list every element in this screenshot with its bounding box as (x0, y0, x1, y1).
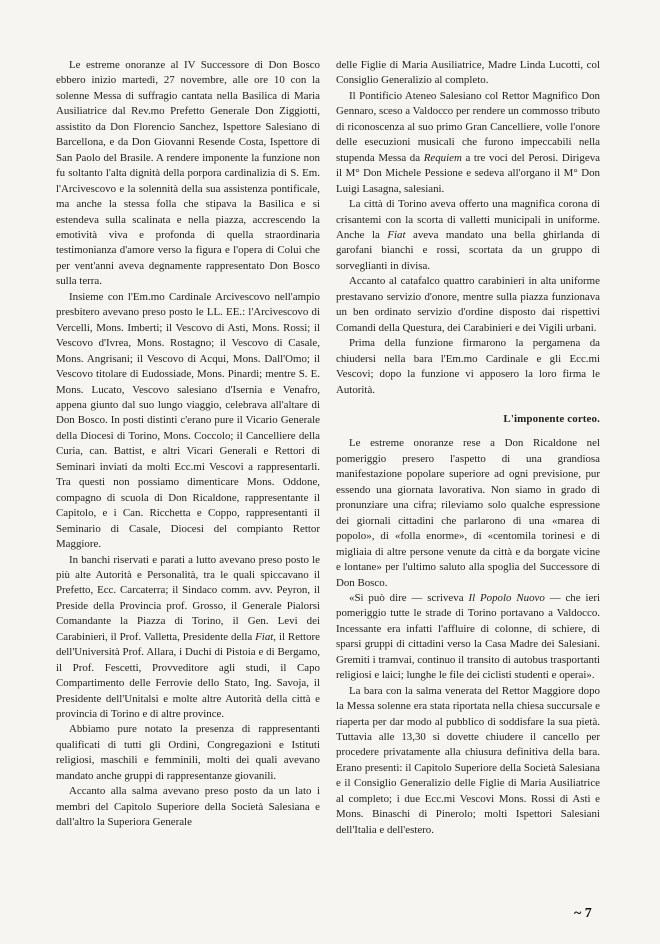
paragraph: Prima della funzione firmarono la pergamena da chiudersi nella bara l'Em.mo Cardinale e gli Ecc.mi Vescovi; dopo la funzione vi apposero la loro firma le Autorità. (336, 337, 600, 396)
paragraph (336, 89, 600, 197)
text-run: a tre voci del Perosi. Dirigeva il M° Don Michele Pessione e sedeva all'organo il M° Don Luigi Lasagna, salesiani. (336, 151, 600, 195)
right-column (336, 58, 600, 838)
paragraph: Abbiamo pure notato la presenza di rappresentanti qualificati di tutti gli Ordini, Congregazioni e Istituti religiosi, maschili e femminili, molti dei quali avevano mandato anche gruppi di rappresentanze giovanili. (56, 723, 320, 782)
italic-text: Fiat (255, 630, 274, 643)
paragraph: Le estreme onoranze rese a Don Ricaldone nel pomeriggio presero l'aspetto di una grandiosa manifestazione popolare superiore ad ogni previsione, pur essendo una giornata lavorativa. Non siamo in grado di pronunziare una cifra; rileviamo solo qualche espressione dei giornali cittadini che parlarono di una «marea di popolo», di «folla enorme», di «centomila torinesi e di migliaia di altre persone venute da città e da borgate vicine e lontane» per l'ultimo saluto alla spoglia del Successore di Don Bosco. (336, 437, 600, 589)
text-run: Il Pontificio Ateneo Salesiano col Rettor Magnifico Don Gennaro, sceso a Valdocco per rendere un commosso tributo di riconoscenza al suo primo Gran Cancelliere, volle l'onore delle esecuzioni musicali che furono impeccabili nella stupenda Messa da (336, 89, 600, 164)
paragraph (56, 553, 320, 723)
italic-text: Fiat (387, 228, 406, 241)
paragraph: Insieme con l'Em.mo Cardinale Arcivescovo nell'ampio presbitero avevano preso posto le LL. EE.: l'Arcivescovo di Vercelli, Mons. Imberti; il Vescovo di Asti, Mons. Rossi; il Vescovo d'Ivrea, Mons. Rostagno; il Vescovo di Casale, Mons. Angrisani; il Vescovo di Acqui, Mons. Dall'Omo; il Vescovo titolare di Eudossiade, Mons. Pinardi; mentre S. E. Mons. Lucato, Vescovo salesiano d'Isernia e Venafro, appena giunto dal suo lungo viaggio, celebrava all'altare di Don Bosco. In posti distinti c'erano pure il Vicario Generale della Diocesi di Torino, Mons. Coccolo; il Cancelliere della Curia, can. Battist, e altri Vicari Generali e Rettori di Seminari inviati da molti Ecc.mi Vescovi a rappresentarli. Tra questi non possiamo dimenticare Mons. Oddone, compagno di scuola di Don Ricaldone, rappresentante il Capitolo, e i Can. Ricchetta e Coppo, rappresentanti il Seminario di Casale, Diocesi del compianto Rettor Maggiore. (56, 290, 320, 551)
text-run: In banchi riservati e parati a lutto avevano preso posto le più alte Autorità e Personalità, tra le quali spiccavano il Prefetto, Ecc. Carcaterra; il Sindaco comm. avv. Peyron, il Preside della Provincia prof. Grosso, il Generale Pialorsi Comandante la Piazza di Torino, il Gen. Levi dei Carabinieri, il Prof. Valletta, Presidente della (56, 553, 320, 643)
italic-text: Il Popolo Nuovo (468, 591, 545, 604)
text-run: «Si può dire — scriveva (349, 591, 469, 604)
italic-text: Requiem (423, 151, 462, 164)
paragraph (336, 197, 600, 274)
paragraph: Accanto al catafalco quattro carabinieri in alta uniforme prestavano servizio d'onore, mentre sulla piazza funzionava un ben ordinato servizio d'ordine disposto dai rispettivi Comandi della Questura, dei Carabinieri e dei Vigili urbani. (336, 275, 600, 334)
paragraph: Accanto alla salma avevano preso posto da un lato i membri del Capitolo Superiore della Società Salesiana e dall'altro la Superiora Generale (56, 785, 320, 829)
text-run: — che ieri pomeriggio tutte le strade di Torino portavano a Valdocco. Incessante era infatti l'affluire di colonne, di schiere, di sparsi gruppi di cittadini verso la Casa Madre dei Salesiani. Gremiti i tramvai, continuo il transito di autobus trasportanti religiosi e laici; lunghe le file dei ciclisti studenti e operai». (336, 591, 600, 682)
section-heading: L'imponente corteo. (503, 412, 600, 425)
left-column (56, 58, 320, 831)
paragraph: Le estreme onoranze al IV Successore di Don Bosco ebbero inizio martedì, 27 novembre, alle ore 10 con la solenne Messa di suffragio cantata nella Basilica di Maria Ausiliatrice dal Rev.mo Prefetto Generale Don Ziggiotti, assistito da Don Florencio Sanchez, Ispettore Salesiano di Barcellona, e da Don Giovanni Resende Costa, Ispettore di San Paolo del Brasile. A rendere imponente la funzione non fu soltanto l'alta dignità della porpora cardinalizia di S. Em. l'Arcivescovo e la solennità della sua assistenza pontificale, ma anche la stessa folla che stipava la Basilica e si estendeva sulla scalinata e nella piazza, accrescendo la emotività viva e profonda di quella straordinaria testimonianza d'amore verso la figura e l'opera di Colui che per vent'anni aveva degnamente rappresentato Don Bosco sulla terra. (56, 59, 320, 288)
text-run: , il Rettore dell'Università Prof. Allara, i Duchi di Pistoia e di Bergamo, il Prof. Fescetti, Provveditore agli studi, il Capo Compartimento delle Ferrovie dello Stato, Ing. Savoja, il Presidente dell'Unitalsi e molte altre Autorità della città e provincia di Torino e di altre province. (56, 630, 320, 721)
paragraph (336, 591, 600, 684)
text-run: aveva mandato una bella ghirlanda di garofani bianchi e rossi, scortata da un gruppo di sorveglianti in divisa. (336, 228, 600, 272)
paragraph: La bara con la salma venerata del Rettor Maggiore dopo la Messa solenne era stata riportata nella chiesa succursale e riaperta per dar modo al pubblico di soddisfare la sua pietà. Tuttavia alle 13,30 si dovette chiudere il cancello per procedere privatamente alla chiusura definitiva della bara. Erano presenti: il Capitolo Superiore della Società Salesiana e il Consiglio Generalizio delle Figlie di Maria Ausiliatrice al completo; i due Ecc.mi Vescovi Mons. Rossi di Asti e Mons. Binaschi di Pinerolo; molti Ispettori Salesiani dell'Italia e dell'estero. (336, 684, 600, 836)
paragraph: delle Figlie di Maria Ausiliatrice, Madre Linda Lucotti, col Consiglio Generalizio al completo. (336, 59, 600, 87)
text-run: La città di Torino aveva offerto una magnifica corona di crisantemi con la scorta di valletti municipali in uniforme. Anche la (336, 198, 600, 241)
page-number: ~ 7 (574, 906, 592, 921)
